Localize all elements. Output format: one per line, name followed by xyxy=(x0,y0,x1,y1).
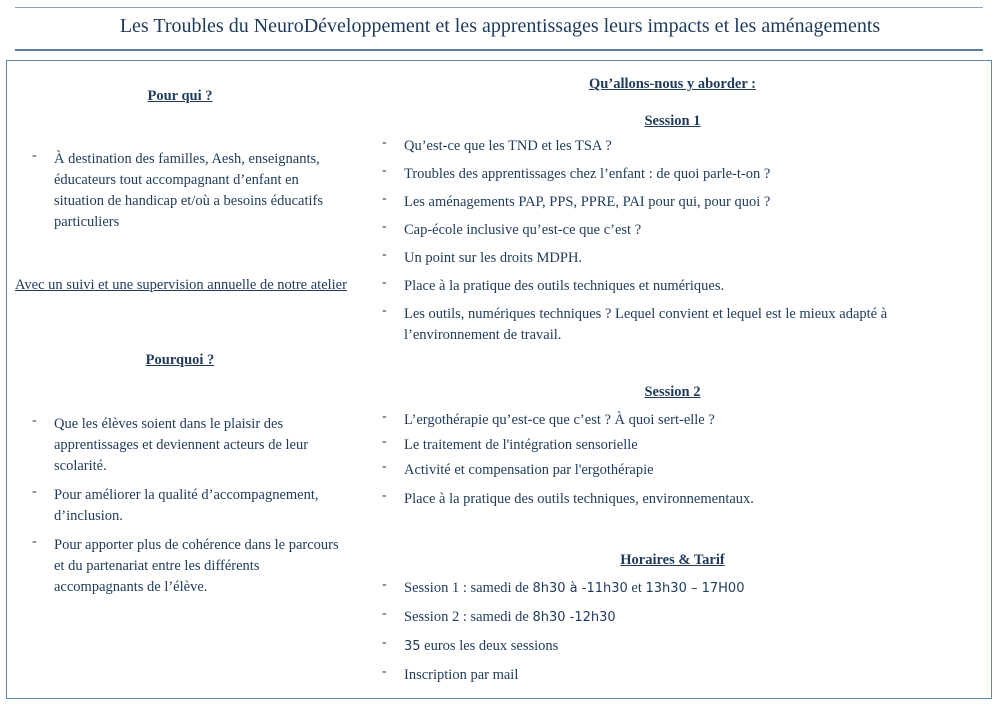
title-bottom-rule xyxy=(15,49,983,51)
dash-bullet-icon: - xyxy=(382,577,387,592)
dash-bullet-icon: - xyxy=(382,664,387,679)
dash-bullet-icon: - xyxy=(32,534,37,549)
list-item: - Place à la pratique des outils techniques et numériques. xyxy=(382,276,962,297)
list-item: - Troubles des apprentissages chez l’enfant : de quoi parle-t-on ? xyxy=(382,164,962,185)
list-item: - Session 2 : samedi de 8h30 -12h30 xyxy=(382,607,962,628)
horaires-heading: Horaires & Tarif xyxy=(620,552,725,568)
list-item: - Les outils, numériques techniques ? Lequel convient et lequel est le mieux adapté à l’environnement de travail. xyxy=(382,304,962,346)
pour-qui-heading: Pour qui ? xyxy=(147,88,213,104)
dash-bullet-icon: - xyxy=(32,148,37,163)
dash-bullet-icon: - xyxy=(382,191,387,206)
session-2-list xyxy=(382,410,962,510)
list-item: - 35 euros les deux sessions xyxy=(382,636,962,657)
page-title: Les Troubles du NeuroDéveloppement et les apprentissages leurs impacts et les aménagements xyxy=(119,15,881,37)
dash-bullet-icon: - xyxy=(382,219,387,234)
dash-bullet-icon: - xyxy=(382,303,387,318)
suivi-note: Avec un suivi et une supervision annuelle de notre atelier xyxy=(15,277,347,293)
dash-bullet-icon: - xyxy=(382,163,387,178)
list-item: - Qu’est-ce que les TND et les TSA ? xyxy=(382,136,962,157)
dash-bullet-icon: - xyxy=(382,434,387,449)
dash-bullet-icon: - xyxy=(382,635,387,650)
programme-heading: Qu’allons-nous y aborder : xyxy=(589,76,756,92)
session-1-list xyxy=(382,136,962,346)
list-item: - À destination des familles, Aesh, enseignants, éducateurs tout accompagnant d’enfant en situation de handicap et/où a besoins éducatifs particuliers xyxy=(32,149,352,233)
dash-bullet-icon: - xyxy=(382,247,387,262)
dash-bullet-icon: - xyxy=(382,459,387,474)
dash-bullet-icon: - xyxy=(32,413,37,428)
list-item: - L’ergothérapie qu’est-ce que c’est ? À quoi sert-elle ? xyxy=(382,410,962,431)
list-item: - Session 1 : samedi de 8h30 à -11h30 et 13h30 – 17H00 xyxy=(382,578,962,599)
pourquoi-list xyxy=(32,414,347,598)
list-item: - Que les élèves soient dans le plaisir des apprentissages et deviennent acteurs de leur scolarité. xyxy=(32,414,347,477)
dash-bullet-icon: - xyxy=(382,135,387,150)
title-top-rule xyxy=(15,7,983,8)
list-item: - Inscription par mail xyxy=(382,665,962,686)
list-item: - Un point sur les droits MDPH. xyxy=(382,248,962,269)
list-item: - Place à la pratique des outils techniques, environnementaux. xyxy=(382,489,962,510)
list-item: - Pour apporter plus de cohérence dans le parcours et du partenariat entre les différents accompagnants de l’élève. xyxy=(32,535,347,598)
session-1-heading: Session 1 xyxy=(644,113,701,129)
dash-bullet-icon: - xyxy=(382,606,387,621)
list-item: - Cap-école inclusive qu’est-ce que c’est ? xyxy=(382,220,962,241)
session-2-heading: Session 2 xyxy=(644,384,701,400)
list-item: - Le traitement de l'intégration sensorielle xyxy=(382,435,962,456)
dash-bullet-icon: - xyxy=(382,409,387,424)
horaires-list xyxy=(382,578,962,686)
list-item: - Pour améliorer la qualité d’accompagnement, d’inclusion. xyxy=(32,485,347,527)
dash-bullet-icon: - xyxy=(382,275,387,290)
list-item: - Les aménagements PAP, PPS, PPRE, PAI pour qui, pour quoi ? xyxy=(382,192,962,213)
pourquoi-heading: Pourquoi ? xyxy=(145,352,215,368)
dash-bullet-icon: - xyxy=(32,484,37,499)
dash-bullet-icon: - xyxy=(382,488,387,503)
list-item: - Activité et compensation par l'ergothérapie xyxy=(382,460,962,481)
pour-qui-list xyxy=(32,149,352,233)
